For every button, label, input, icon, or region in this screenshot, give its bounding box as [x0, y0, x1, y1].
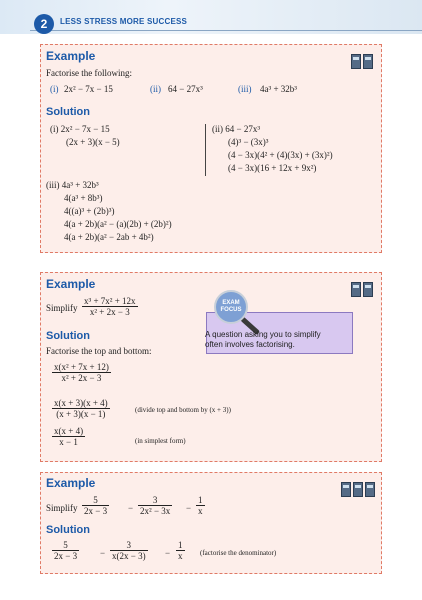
denominator: x² + 2x − 3	[89, 307, 130, 317]
solution-line: (iii) 4a³ + 32b³	[46, 180, 99, 190]
denominator: x² + 2x − 3	[61, 373, 102, 383]
question-text: 64 − 27x³	[168, 84, 203, 94]
numerator: x(x + 3)(x + 4)	[54, 398, 108, 408]
fraction	[82, 296, 138, 317]
numerator: x(x + 4)	[54, 426, 84, 436]
fraction	[52, 540, 79, 561]
header-rule	[30, 30, 422, 31]
calculator-icon	[351, 54, 361, 69]
minus-sign: −	[186, 503, 192, 513]
denominator: x	[178, 551, 183, 561]
numerator: 1	[198, 495, 203, 505]
fraction	[196, 495, 205, 516]
calculator-icon	[363, 54, 373, 69]
simplify-label: Simplify	[46, 503, 78, 513]
denominator: x − 1	[59, 437, 78, 447]
solution-note: (in simplest form)	[135, 437, 186, 445]
solution-line: 4((a)³ + (2b)³)	[64, 206, 115, 216]
fraction	[52, 362, 111, 383]
example-heading: Example	[46, 49, 96, 63]
fraction	[110, 540, 148, 561]
solution-line: 4(a³ + 8b³)	[64, 193, 103, 203]
example-heading: Example	[46, 476, 96, 490]
simplify-label: Simplify	[46, 303, 78, 313]
fraction	[82, 495, 109, 516]
denominator: x	[198, 506, 203, 516]
solution-line: (4 − 3x)(16 + 12x + 9x²)	[228, 163, 317, 173]
column-divider	[205, 124, 206, 176]
numerator: 3	[138, 495, 172, 506]
calculator-icon	[341, 482, 351, 497]
calculator-icon	[353, 482, 363, 497]
numerator: 1	[178, 540, 183, 550]
solution-line: (4 − 3x)(4² + (4)(3x) + (3x)²)	[228, 150, 333, 160]
exam-focus-label: EXAM	[222, 300, 240, 306]
denominator: 2x² − 3x	[140, 506, 171, 516]
page-number: 2	[34, 14, 54, 34]
solution-line: (4)³ − (3x)³	[228, 137, 269, 147]
denominator: 2x − 3	[84, 506, 108, 516]
calculator-icon	[363, 282, 373, 297]
question-label: (ii)	[150, 84, 161, 94]
question-text: 2x² − 7x − 15	[64, 84, 113, 94]
fraction	[176, 540, 185, 561]
solution-line: (ii) 64 − 27x³	[212, 124, 261, 134]
denominator: x(2x − 3)	[112, 551, 146, 561]
calculator-icon	[365, 482, 375, 497]
magnifier-icon	[214, 290, 248, 324]
fraction	[138, 495, 172, 516]
question-label: (iii)	[238, 84, 252, 94]
solution-line: (2x + 3)(x − 5)	[66, 137, 120, 147]
minus-sign: −	[100, 548, 106, 558]
solution-heading: Solution	[46, 106, 90, 118]
solution-note: (divide top and bottom by (x + 3))	[135, 406, 231, 414]
solution-line: 4(a + 2b)(a² − 2ab + 4b²)	[64, 232, 154, 242]
numerator: 3	[110, 540, 148, 551]
solution-note: (factorise the denominator)	[200, 549, 277, 557]
denominator: 2x − 3	[54, 551, 78, 561]
numerator: 5	[52, 540, 79, 551]
fraction	[52, 398, 110, 419]
minus-sign: −	[128, 503, 134, 513]
minus-sign: −	[165, 548, 171, 558]
solution-heading: Solution	[46, 330, 90, 342]
denominator: (x + 3)(x − 1)	[56, 409, 106, 419]
exam-focus-line: A question asking you to simplify	[205, 330, 321, 339]
example-heading: Example	[46, 277, 96, 291]
solution-line: (i) 2x² − 7x − 15	[50, 124, 110, 134]
exam-focus-line: often involves factorising.	[205, 340, 295, 349]
numerator: x³ + 7x² + 12x	[84, 296, 136, 306]
question-text: 4a³ + 32b³	[260, 84, 297, 94]
solution-heading: Solution	[46, 524, 90, 536]
solution-line: 4(a + 2b)(a² − (a)(2b) + (2b)²)	[64, 219, 172, 229]
fraction	[52, 426, 85, 447]
exam-focus-label: FOCUS	[220, 307, 242, 313]
question-label: (i)	[50, 84, 59, 94]
calculator-icon	[351, 282, 361, 297]
numerator: 5	[82, 495, 109, 506]
instruction: Factorise the following:	[46, 68, 132, 78]
solution-note: Factorise the top and bottom:	[46, 346, 152, 356]
exam-focus-text	[205, 330, 321, 350]
header-title: LESS STRESS MORE SUCCESS	[60, 17, 188, 26]
numerator: x(x² + 7x + 12)	[54, 362, 109, 372]
